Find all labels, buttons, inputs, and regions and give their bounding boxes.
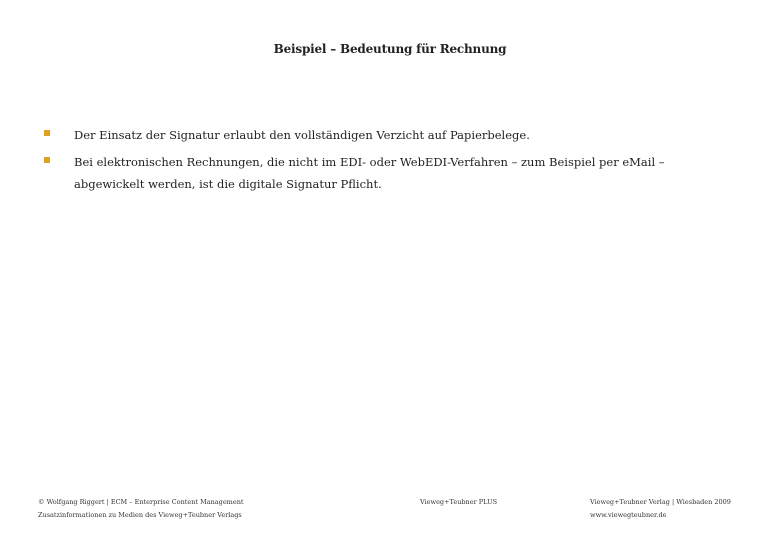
bullet-text: Bei elektronischen Rechnungen, die nicht im EDI- oder WebEDI-Verfahren – zum Beispiel per eMail – abgewickelt werden, ist die digitale Signatur Pflicht. [74,155,665,191]
footer-plus: Vieweg+Teubner PLUS [420,498,498,506]
footer-publisher: Vieweg+Teubner Verlag | Wiesbaden 2009 [590,498,731,506]
bullet-text: Der Einsatz der Signatur erlaubt den vollständigen Verzicht auf Papierbelege. [74,128,530,142]
footer-middle [420,496,497,509]
bullet-marker-icon [44,130,50,136]
footer-info: Zusatzinformationen zu Medien des Vieweg+Teubner Verlags [38,511,242,519]
footer-left [38,496,244,522]
bullet-marker-icon [44,157,50,163]
footer-url: www.viewegteubner.de [590,511,667,519]
footer-copyright: © Wolfgang Riggert | ECM – Enterprise Content Management [38,498,244,506]
slide-title: Beispiel – Bedeutung für Rechnung [273,42,507,56]
footer-right [590,496,731,522]
